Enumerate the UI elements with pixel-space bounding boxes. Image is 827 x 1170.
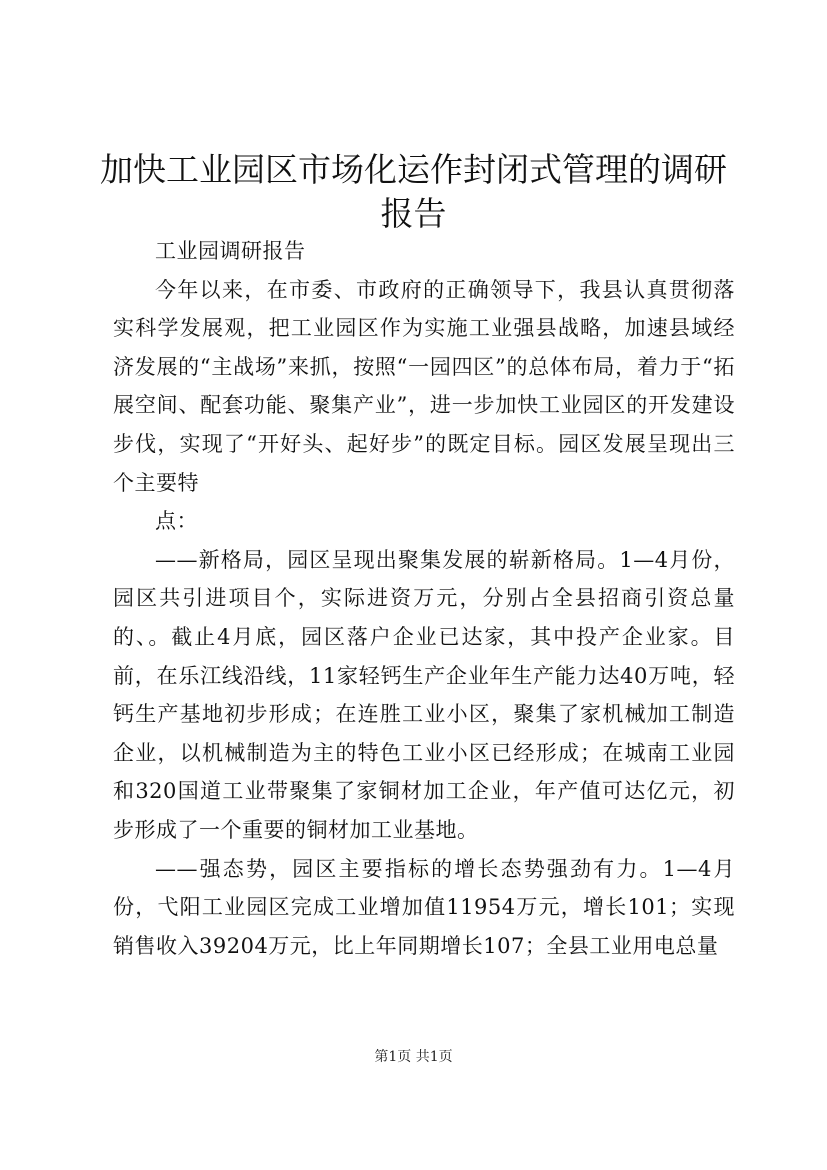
paragraph-points-label: 点：	[155, 509, 198, 534]
paragraph-new-pattern: ——新格局，园区呈现出聚集发展的崭新格局。1—4月份，园区共引进项目个，实际进资万元，分别占全县招商引资总量的、。截止4月底，园区落户企业已达家，其中投产企业家。目前，在乐江线沿线，11家轻钙生产企业年生产能力达40万吨，轻钙生产基地初步形成；在连胜工业小区，聚集了家机械加工制造企业，以机械制造为主的特色工业小区已经形成；在城南工业园和320国道工业带聚集了家铜材加工企业，年产值可达亿元，初步形成了一个重要的铜材加工业基地。	[113, 547, 735, 842]
document-title: 加快工业园区市场化运作封闭式管理的调研报告	[100, 150, 727, 233]
document-body	[113, 232, 735, 965]
paragraph-intro: 今年以来，在市委、市政府的正确领导下，我县认真贯彻落实科学发展观，把工业园区作为实施工业强县战略，加速县域经济发展的“主战场”来抓，按照“一园四区”的总体布局，着力于“拓展空间、配套功能、聚集产业”，进一步加快工业园区的开发建设步伐，实现了“开好头、起好步”的既定目标。园区发展呈现出三个主要特	[113, 277, 735, 495]
paragraph-subtitle: 工业园调研报告	[155, 239, 306, 263]
page-footer: 第1页 共1页	[374, 1049, 453, 1065]
paragraph-strong-momentum: ——强态势，园区主要指标的增长态势强劲有力。1—4月份，弋阳工业园区完成工业增加值11954万元，增长101；实现销售收入39204万元，比上年同期增长107；全县工业用电总量	[113, 856, 735, 958]
